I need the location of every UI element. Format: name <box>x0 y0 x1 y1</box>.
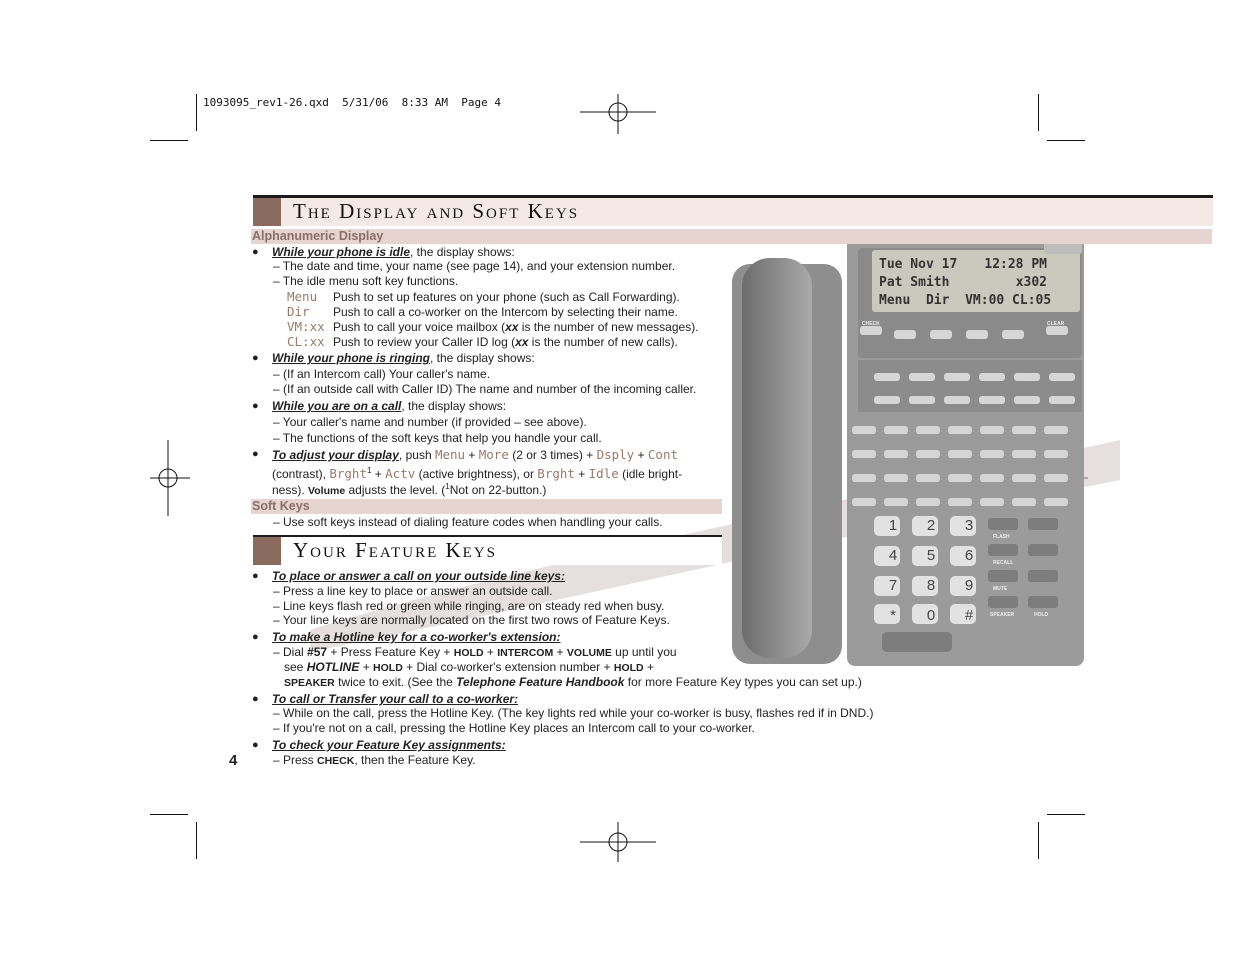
list-item: SPEAKER twice to exit. (See the Telephone Feature Handbook for more Feature Key types you can set up.) <box>284 675 862 689</box>
list-item: – Your caller's name and number (if provided – see above). <box>273 415 587 429</box>
crop-mark <box>150 140 188 141</box>
softkey-row: VM:xx Push to call your voice mailbox (xx is the number of new messages). <box>287 319 699 334</box>
list-item: (contrast), Brght$^1$ + Actv (active brightness), or Brght + Idle (idle bright- <box>272 466 683 481</box>
crop-mark <box>1038 822 1039 859</box>
softkey-row: CL:xx Push to review your Caller ID log (xx is the number of new calls). <box>287 334 678 349</box>
lcd-time: 12:28 PM <box>984 257 1047 272</box>
phone-lcd-text <box>879 256 1052 310</box>
list-item: – Press CHECK, then the Feature Key. <box>273 753 476 767</box>
list-item: – Press a line key to place or answer an outside call. <box>273 584 553 598</box>
keypad-key: 9 <box>964 577 974 594</box>
keypad-key: * <box>890 607 896 624</box>
list-item: – The idle menu soft key functions. <box>273 274 459 288</box>
list-item: see HOTLINE + HOLD + Dial co-worker's extension number + HOLD + <box>284 660 654 674</box>
list-item: – (If an Intercom call) Your caller's name. <box>273 367 491 381</box>
crop-mark <box>196 822 197 859</box>
section-header-feature-keys <box>253 535 722 565</box>
keypad-key: 4 <box>888 547 898 564</box>
clear-key-label: CLEAR <box>1047 321 1065 327</box>
list-item: ● To adjust your display, push Menu + More (2 or 3 times) + Dsply + Cont <box>272 447 678 463</box>
list-item: ness). Volume adjusts the level. ($^1$Not on 22-button.) <box>272 482 547 497</box>
check-key-label: CHECK <box>862 321 880 327</box>
file-slug: 1093095_rev1-26.qxd 5/31/06 8:33 AM Page 4 <box>203 96 502 109</box>
crop-mark <box>1038 94 1039 131</box>
subheading-alphanumeric: Alphanumeric Display <box>251 229 1212 244</box>
hold-key-label: HOLD <box>1034 612 1049 618</box>
recall-key-label: RECALL <box>993 560 1014 566</box>
list-item: ● While you are on a call, the display shows: <box>272 399 506 414</box>
crop-mark <box>196 94 197 131</box>
keypad-key: 2 <box>926 517 936 534</box>
keypad-key: # <box>964 607 974 624</box>
list-item: ● To make a Hotline key for a co-worker's extension: <box>272 630 561 645</box>
registration-mark-icon <box>150 440 190 516</box>
page-number: 4 <box>229 752 238 769</box>
registration-mark-icon <box>580 822 656 862</box>
crop-mark <box>150 814 188 815</box>
section-accent-block <box>253 198 281 226</box>
phone-keypad <box>874 516 988 636</box>
subheading-soft-keys: Soft Keys <box>251 499 722 514</box>
list-item: – The date and time, your name (see page 14), and your extension number. <box>273 259 676 273</box>
registration-mark-icon <box>580 94 656 134</box>
softkey-row: Menu Push to set up features on your phone (such as Call Forwarding). <box>287 289 680 304</box>
section-accent-block <box>253 537 281 565</box>
list-item: – Use soft keys instead of dialing feature codes when handling your calls. <box>273 515 663 529</box>
crop-mark <box>1047 814 1085 815</box>
keypad-key: 3 <box>964 517 974 534</box>
section-title: Your Feature Keys <box>293 538 498 562</box>
keypad-key: 0 <box>926 607 936 624</box>
list-item: ● To place or answer a call on your outside line keys: <box>272 569 565 584</box>
lcd-date: Tue Nov 17 <box>879 257 958 272</box>
keypad-key: 8 <box>926 577 936 594</box>
list-item: – Your line keys are normally located on the first two rows of Feature Keys. <box>273 613 670 627</box>
keypad-key: 5 <box>926 547 936 564</box>
speaker-key-label: SPEAKER <box>990 612 1015 618</box>
list-item: – While on the call, press the Hotline Key. (The key lights red while your co-worker is busy, flashes red if in DND.) <box>273 706 874 720</box>
lcd-softkeys: Menu Dir VM:00 CL:05 <box>879 293 1052 308</box>
crop-mark <box>1047 140 1085 141</box>
list-item: – Line keys flash red or green while ringing, are on steady red when busy. <box>273 599 665 613</box>
list-item: – If you're not on a call, pressing the Hotline Key places an Intercom call to your co-worker. <box>273 721 755 735</box>
lcd-name: Pat Smith <box>879 275 950 290</box>
section-title: The Display and Soft Keys <box>293 199 580 223</box>
section-header-display <box>253 195 1213 226</box>
list-item: – (If an outside call with Caller ID) The name and number of the incoming caller. <box>273 382 697 396</box>
list-item: ● To check your Feature Key assignments: <box>272 738 506 753</box>
lcd-extension: x302 <box>1015 275 1047 290</box>
flash-key-label: FLASH <box>993 534 1010 540</box>
keypad-key: 7 <box>888 577 898 594</box>
list-item: ● While your phone is idle, the display shows: <box>272 245 515 260</box>
softkey-row: Dir Push to call a co-worker on the Intercom by selecting their name. <box>287 304 678 319</box>
list-item: ● To call or Transfer your call to a co-worker: <box>272 692 518 707</box>
keypad-key: 1 <box>888 517 898 534</box>
list-item: – Dial #57 + Press Feature Key + HOLD + INTERCOM + VOLUME up until you <box>273 645 677 659</box>
mute-key-label: MUTE <box>993 586 1008 592</box>
list-item: – The functions of the soft keys that help you handle your call. <box>273 431 602 445</box>
keypad-key: 6 <box>964 547 974 564</box>
list-item: ● While your phone is ringing, the display shows: <box>272 351 535 366</box>
